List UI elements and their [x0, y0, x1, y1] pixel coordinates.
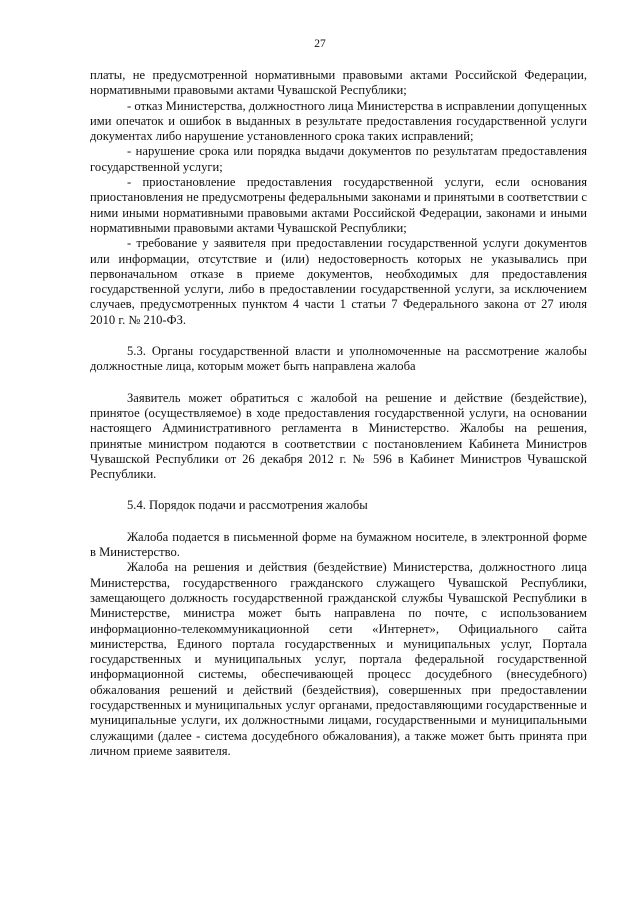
paragraph: - отказ Министерства, должностного лица Министерства в исправлении допущенных ими опечаток и ошибок в выданных в результате предоставления государственной услуги документах либо нарушение установленного срока таких исправлений; — [90, 98, 587, 144]
paragraph: - нарушение срока или порядка выдачи документов по результатам предоставления государственной услуги; — [90, 144, 587, 174]
paragraph: - приостановление предоставления государственной услуги, если основания приостановления не предусмотрены федеральными законами и принятыми в соответствии с ними иными нормативными правовыми актами Российской Федерации, законами и иными нормативными правовыми актами Чувашской Республики; — [90, 175, 587, 235]
paragraph: Жалоба подается в письменной форме на бумажном носителе, в электронной форме в Министерство. — [90, 529, 587, 560]
paragraph-gap — [90, 482, 587, 498]
paragraph-gap — [90, 514, 587, 530]
paragraph-gap — [90, 375, 587, 391]
page-number: 27 — [314, 38, 326, 50]
paragraph: 5.4. Порядок подачи и рассмотрения жалобы — [127, 498, 368, 513]
paragraph-gap — [90, 328, 587, 344]
document-body — [90, 68, 587, 759]
paragraph: платы, не предусмотренной нормативными правовыми актами Российской Федерации, нормативными правовыми актами Чувашской Республики; — [90, 68, 587, 98]
paragraph: Жалоба на решения и действия (бездействие) Министерства, должностного лица Министерства, государственного гражданского служащего Чувашской Республики, замещающего должность государственной гражданской службы Чувашской Республики в Министерстве, министра может быть направлена по почте, с использованием информационно-телекоммуникационной сети «Интернет», Официального сайта министерства, Единого портала государственных и муниципальных услуг, Портала государственных и муниципальных услуг, портала федеральной государственной информационной системы, обеспечивающей процесс досудебного (внесудебного) обжалования решений и действий (бездействия), совершенных при предоставлении государственных и муниципальных услуг органами, предоставляющими государственные и муниципальные услуги, их должностными лицами, государственными и муниципальными служащими (далее - система досудебного обжалования), а также может быть принята при личном приеме заявителя. — [90, 560, 587, 758]
paragraph: 5.3. Органы государственной власти и уполномоченные на рассмотрение жалобы должностные лица, которым может быть направлена жалоба — [90, 344, 587, 374]
paragraph: - требование у заявителя при предоставлении государственной услуги документов или информации, отсутствие и (или) недостоверность которых не указывались при первоначальном отказе в приеме документов, необходимых для предоставления государственной услуги, либо в предоставлении государственной услуги, за исключением случаев, предусмотренных пунктом 4 части 1 статьи 7 Федерального закона от 27 июля 2010 г. № 210-ФЗ. — [90, 236, 587, 327]
paragraph: Заявитель может обратиться с жалобой на решение и действие (бездействие), принятое (осуществляемое) в ходе предоставления государственной услуги, на основании настоящего Административного регламента в Министерство. Жалобы на решения, принятые министром подаются в соответствии с постановлением Кабинета Министров Чувашской Республики от 26 декабря 2012 г. № 596 в Кабинет Министров Чувашской Республики. — [90, 390, 587, 482]
